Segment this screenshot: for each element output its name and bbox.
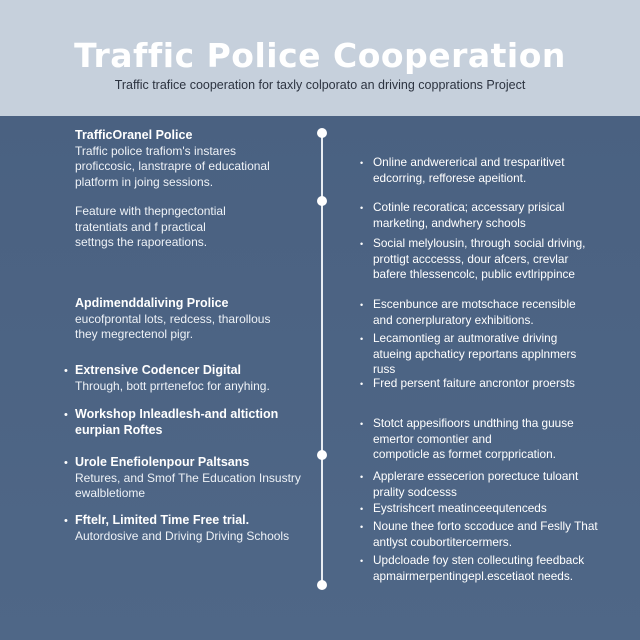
bullet-icon: • xyxy=(360,379,364,389)
block-text: Traffic police trafiom's instares xyxy=(75,143,237,158)
right-item xyxy=(373,376,623,392)
item-text: emertor comontier and xyxy=(373,431,492,446)
block-heading: Apdimenddaliving Prolice xyxy=(75,296,229,310)
item-text: antlyst coubortitercermers. xyxy=(373,534,512,549)
left-block-6 xyxy=(75,455,315,502)
block-text: Retures, and Smof The Education Insustry xyxy=(75,470,301,485)
timeline-dot xyxy=(317,450,327,460)
item-text: Eystrishcert meatinceequtenceds xyxy=(373,501,547,515)
page-subtitle: Traffic trafice cooperation for taxly colporato an driving copprations Project xyxy=(114,78,526,92)
item-text: Cotinle recoratica; accessary prisical xyxy=(373,200,565,214)
block-heading: Urole Enefiolenpour Paltsans xyxy=(75,455,250,469)
block-heading: Fftelr, Limited Time Free trial. xyxy=(75,513,250,527)
left-block-2 xyxy=(75,204,305,251)
block-heading: TrafficOranel Police xyxy=(75,128,193,142)
bullet-icon: • xyxy=(360,472,364,482)
timeline-dot xyxy=(317,580,327,590)
bullet-icon: • xyxy=(64,457,68,469)
item-text: prottigt acccesss, dour afcers, crevlar xyxy=(373,251,569,266)
item-text: bafere thlessencolc, public evtlrippince xyxy=(373,267,575,281)
bullet-icon: • xyxy=(360,239,364,249)
item-text: apmairmerpentingepl.escetiaot needs. xyxy=(373,568,574,583)
block-text: they megrectenol pigr. xyxy=(75,327,194,341)
block-text: ewalbletiome xyxy=(75,486,146,500)
item-text: Social melylousin, through social driving, xyxy=(373,236,586,250)
bullet-icon: • xyxy=(360,158,364,168)
block-text: settngs the raporeations. xyxy=(75,235,208,249)
block-text: Feature with thepngectontial xyxy=(75,204,226,218)
bullet-icon: • xyxy=(64,515,68,527)
item-text: edcorring, refforese apeitiont. xyxy=(373,170,527,185)
right-item xyxy=(373,297,623,328)
right-item xyxy=(373,519,623,550)
right-item xyxy=(373,236,623,283)
block-heading: Workshop Inleadlesh-and altiction xyxy=(75,407,279,421)
item-text: and conerpluratory exhibitions. xyxy=(373,312,534,327)
item-text: Fred persent faiture ancrontor proersts xyxy=(373,376,575,390)
item-text: Updcloade foy sten collecuting feedback xyxy=(373,553,585,567)
bullet-icon: • xyxy=(360,300,364,310)
item-text: Lecamontieg ar autmorative driving xyxy=(373,331,558,345)
left-block-4 xyxy=(75,363,305,394)
timeline-dot xyxy=(317,128,327,138)
bullet-icon: • xyxy=(360,419,364,429)
item-text: compoticle as formet corpprication. xyxy=(373,447,556,461)
right-item xyxy=(373,416,623,463)
block-text: proficcosic, lanstrapre of educational xyxy=(75,159,270,173)
bullet-icon: • xyxy=(360,504,364,514)
item-text: marketing, andwhery schools xyxy=(373,215,526,230)
item-text: atueing apchaticy reportans applnmers xyxy=(373,346,577,361)
right-item xyxy=(373,331,623,378)
item-text: Noune thee forto sccoduce and Feslly That xyxy=(373,519,598,533)
block-text: Through, bott prrtenefoc for anyhing. xyxy=(75,378,270,393)
block-text: Autordosive and Driving Driving Schools xyxy=(75,528,290,543)
block-text: eucofprontal lots, redcess, tharollous xyxy=(75,311,271,326)
item-text: russ xyxy=(373,362,396,376)
right-item xyxy=(373,501,623,517)
item-text: Online andwererical and tresparitivet xyxy=(373,155,565,169)
left-block-3 xyxy=(75,296,305,343)
right-item xyxy=(373,155,623,186)
block-heading: Extrensive Codencer Digital xyxy=(75,363,242,377)
item-text: Stotct appesifioors undthing tha guuse xyxy=(373,416,574,430)
bullet-icon: • xyxy=(360,556,364,566)
bullet-icon: • xyxy=(64,365,68,377)
page-title: Traffic Police Cooperation xyxy=(74,36,566,75)
bullet-icon: • xyxy=(360,203,364,213)
bullet-icon: • xyxy=(64,409,68,421)
right-item xyxy=(373,469,623,500)
right-item xyxy=(373,553,623,584)
item-text: Applerare essecerion porectuce tuloant xyxy=(373,469,579,483)
right-item xyxy=(373,200,623,231)
left-block-5 xyxy=(75,407,305,438)
bullet-icon: • xyxy=(360,522,364,532)
left-block-1 xyxy=(75,128,305,190)
item-text: prality sodcesss xyxy=(373,484,457,499)
timeline-dot xyxy=(317,196,327,206)
block-text: tratentiats and f practical xyxy=(75,219,206,234)
header-banner xyxy=(0,0,640,116)
item-text: Escenbunce are motschace recensible xyxy=(373,297,576,311)
block-text: platform in joing sessions. xyxy=(75,174,214,189)
block-heading: eurpian Roftes xyxy=(75,422,163,437)
left-block-7 xyxy=(75,513,315,544)
bullet-icon: • xyxy=(360,334,364,344)
